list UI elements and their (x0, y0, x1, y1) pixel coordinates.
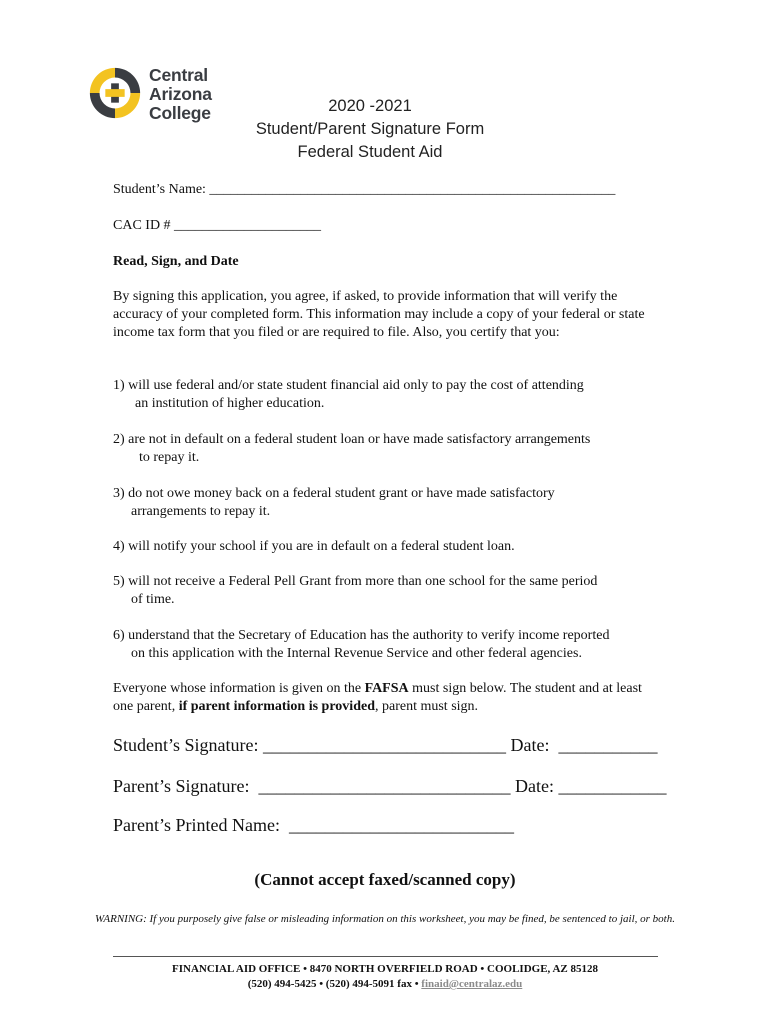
certification-item-3: 3) do not owe money back on a federal student grant or have made satisfactory arrangements to repay it. (113, 486, 555, 519)
college-logo-icon (86, 64, 144, 122)
email-link[interactable]: finaid@centralaz.edu (421, 978, 523, 990)
footer-divider (113, 956, 658, 957)
fax-notice: (Cannot accept faxed/scanned copy) (254, 870, 516, 889)
parent-printed-name-line[interactable]: Parent’s Printed Name: _________________________ (113, 815, 514, 835)
student-signature-line[interactable]: Student’s Signature: ___________________________ Date: ___________ (113, 735, 658, 755)
form-title (230, 95, 510, 164)
warning-text: WARNING: If you purposely give false or misleading information on this worksheet, you may be fined, be sentenced to jail, or both. (94, 913, 675, 925)
footer-contact: (520) 494-5425 • (520) 494-5091 fax • finaid@centralaz.edu (247, 978, 523, 990)
certification-item-5: 5) will not receive a Federal Pell Grant from more than one school for the same period of time. (113, 574, 598, 607)
college-logo (86, 64, 236, 126)
certification-item-2: 2) are not in default on a federal student loan or have made satisfactory arrangements to repay it. (113, 432, 591, 465)
certification-item-4: 4) will notify your school if you are in default on a federal student loan. (113, 539, 515, 554)
certification-item-1: 1) will use federal and/or state student financial aid only to pay the cost of attending an institution of higher education. (113, 378, 584, 411)
footer-address: FINANCIAL AID OFFICE • 8470 NORTH OVERFIELD ROAD • COOLIDGE, AZ 85128 (172, 963, 598, 975)
intro-paragraph: By signing this application, you agree, if asked, to provide information that will verify the accuracy of your completed form. This information may include a copy of your federal or state income tax form that you filed or are required to file. Also, you certify that you: (113, 289, 645, 340)
parent-signature-line[interactable]: Parent’s Signature: ____________________________ Date: ____________ (113, 776, 667, 796)
section-heading: Read, Sign, and Date (113, 254, 239, 269)
certification-item-6: 6) understand that the Secretary of Education has the authority to verify income reported on this application with the Internal Revenue Service and other federal agencies. (113, 628, 610, 661)
title-subtitle: Federal Student Aid (297, 143, 443, 161)
title-form-name: Student/Parent Signature Form (255, 120, 485, 138)
signature-instructions: Everyone whose information is given on the FAFSA must sign below. The student and at least one parent, if parent information is provided, parent must sign. (113, 681, 642, 714)
title-year: 2020 -2021 (328, 97, 412, 115)
cac-id-field[interactable]: CAC ID # _____________________ (113, 218, 322, 233)
college-logo-text: Central Arizona College (149, 65, 212, 123)
student-name-field[interactable]: Student’s Name: __________________________________________________________ (113, 182, 616, 197)
